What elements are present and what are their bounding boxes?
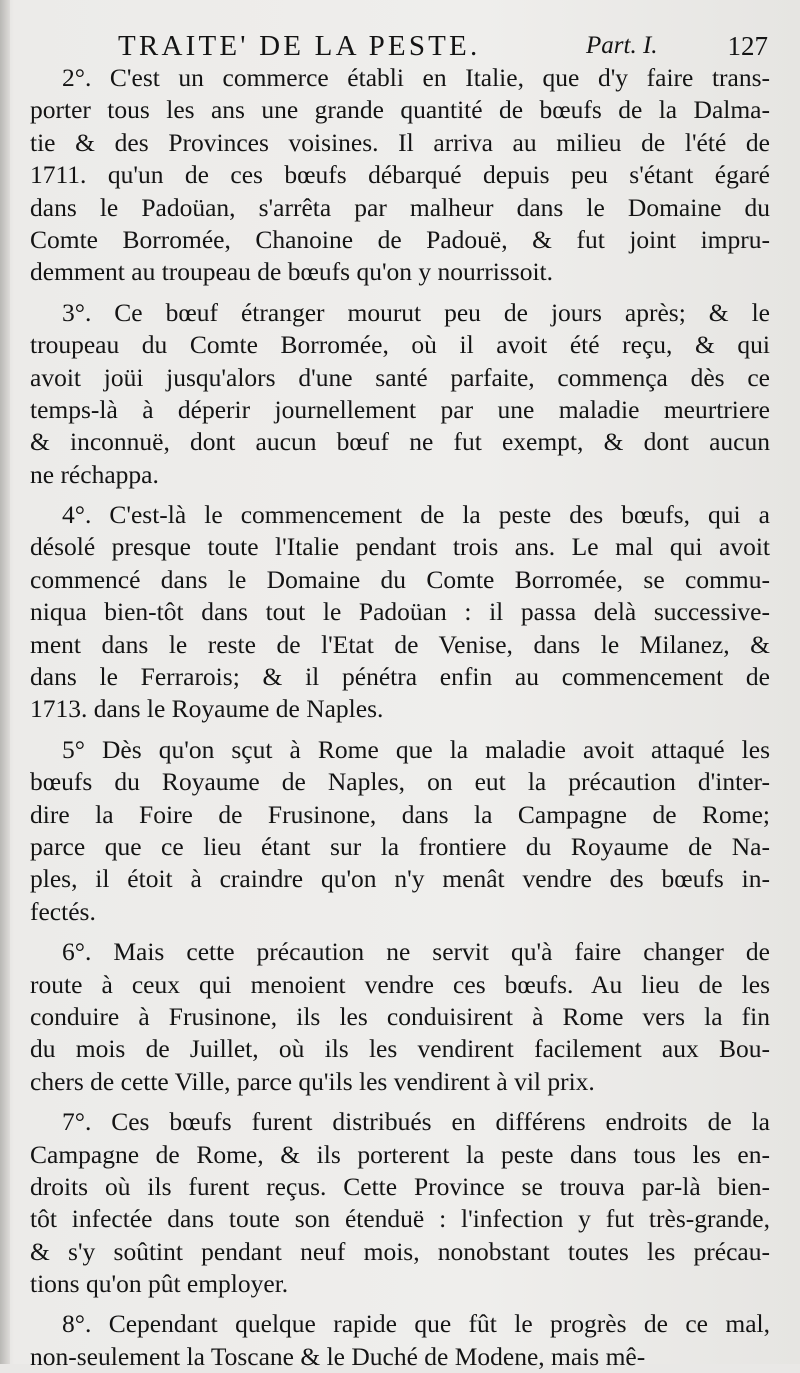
text-line: ne réchappa. [30,459,159,489]
text-line: dans le Ferrarois; & il pénétra enfin au commencement de [30,662,770,692]
text-line: 8°. Cependant quelque rapide que fût le progrès de ce mal, [62,1309,770,1339]
text-line: tôt infectée dans toute son étenduë : l'infection y fut très-grande, [30,1204,770,1234]
text-line: 1711. qu'un de ces bœufs débarqué depuis peu s'étant égaré [30,160,770,190]
text-line: commencé dans le Domaine du Comte Borromée, se commu- [30,564,770,594]
text-line: & s'y soûtint pendant neuf mois, nonobstant toutes les précau- [30,1236,770,1266]
page-number: 127 [727,31,768,61]
text-line: tie & des Provinces voisines. Il arriva au milieu de l'été de [30,127,770,157]
text-line: troupeau du Comte Borromée, où il avoit été reçu, & qui [30,330,770,360]
text-line: conduire à Frusinone, ils les conduisirent à Rome vers la fin [30,1001,770,1031]
text-line: du mois de Juillet, où ils les vendirent facilement aux Bou- [30,1034,770,1064]
text-line: 2°. C'est un commerce établi en Italie, que d'y faire trans- [62,63,770,92]
text-line: porter tous les ans une grande quantité de bœufs de la Dalma- [30,95,770,125]
text-line: niqua bien-tôt dans tout le Padoüan : il passa delà successive- [30,597,770,627]
text-line: dans le Padoüan, s'arrêta par malheur dans le Domaine du [30,192,770,222]
paragraph [30,297,770,491]
text-line: désolé presque toute l'Italie pendant trois ans. Le mal qui avoit [30,532,770,562]
text-line: dire la Foire de Frusinone, dans la Campagne de Rome; [30,799,770,829]
text-line: route à ceux qui menoient vendre ces bœufs. Au lieu de les [30,969,770,999]
text-line: non-seulement la Toscane & le Duché de Modene, mais mê- [30,1341,646,1371]
running-header [118,30,768,66]
text-line: 7°. Ces bœufs furent distribués en différens endroits de la [62,1107,770,1137]
text-line: Comte Borromée, Chanoine de Padouë, & fut joint impru- [30,224,770,254]
paragraph [30,936,770,1098]
paragraph [30,1106,770,1300]
text-line: ples, il étoit à craindre qu'on n'y menât vendre des bœufs in- [30,864,770,894]
text-line: bœufs du Royaume de Naples, on eut la précaution d'inter- [30,767,770,797]
text-line: chers de cette Ville, parce qu'ils les vendirent à vil prix. [30,1066,595,1096]
text-line: 4°. C'est-là le commencement de la peste des bœufs, qui a [62,500,770,530]
page-gutter-edge [0,0,10,1364]
text-line: 3°. Ce bœuf étranger mourut peu de jours après; & le [62,297,770,327]
paragraph [30,499,770,726]
text-line: parce que ce lieu étant sur la frontiere du Royaume de Na- [30,831,770,861]
text-line: avoit joüi jusqu'alors d'une santé parfaite, commença dès ce [30,362,770,392]
text-line: temps-là à déperir journellement par une maladie meurtriere [30,394,770,424]
text-line: 6°. Mais cette précaution ne servit qu'à faire changer de [62,937,770,967]
text-line: & inconnuë, dont aucun bœuf ne fut exempt, & dont aucun [30,427,770,457]
text-line: 1713. dans le Royaume de Naples. [30,694,384,724]
text-line: demment au troupeau de bœufs qu'on y nourrissoit. [30,257,553,287]
text-line: tions qu'on pût employer. [30,1269,289,1299]
text-line: 5° Dès qu'on sçut à Rome que la maladie avoit attaqué les [62,734,770,764]
text-line: fectés. [30,896,96,926]
text-line: ment dans le reste de l'Etat de Venise, dans le Milanez, & [30,629,770,659]
part-label: Part. I. [586,32,658,59]
paragraph [30,734,770,928]
paragraph [30,62,770,289]
body-text [30,62,770,1373]
text-line: droits où ils furent reçus. Cette Province se trouva par-là bien- [30,1171,770,1201]
paragraph [30,1308,770,1373]
running-title: TRAITE' DE LA PESTE. [118,30,481,62]
text-line: Campagne de Rome, & ils porterent la peste dans tous les en- [30,1139,770,1169]
